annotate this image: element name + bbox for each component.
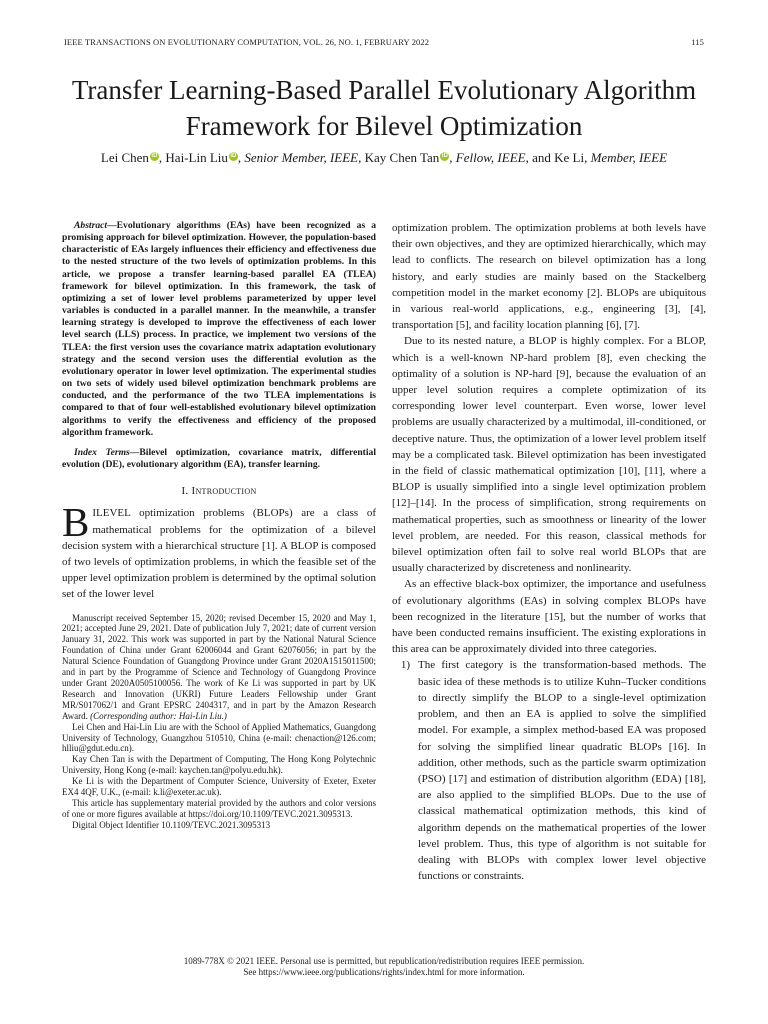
footnote-supplementary: This article has supplementary material provided by the authors and color versions of one or more figures available at https://doi.org/10.1109/TEVC.2021.3095313. [62,797,376,819]
orcid-icon[interactable]: iD [151,152,158,159]
author-list: Lei Chen iD , Hai-Lin Liu iD , Senior Member, IEEE, Kay Chen Tan iD , Fellow, IEEE, and Ke Li, Member, IEEE [100,150,668,165]
footnote-affiliation: Lei Chen and Hai-Lin Liu are with the School of Applied Mathematics, Guangdong University of Technology, Guangzhou 510510, China (e-mail: chenaction@126.com; hlliu@gdut.edu.cn). [62,721,376,754]
orcid-icon[interactable]: iD [230,152,237,159]
author-name: Lei Chen [100,150,149,165]
intro-paragraph: As an effective black-box optimizer, the importance and usefulness of evolutionary algorithms (EAs) in solving complex BLOPs have been recognized in the literature [15], but the number of works that have been conducted remains insufficient. The existing explorations in this area can be approximately divided into three categories. [392,578,706,656]
list-item [392,657,706,884]
left-column [62,220,376,831]
list-text: The first category is the transformation-based methods. The basic idea of these methods is to utilize Kuhn–Tucker conditions to directly simplify the BLOP to a single-level optimization problem, and then an EA is applied to solve the simplified model. For example, a simplex method-based EA was proposed for solving the simplified linear quadratic BLOPs [16]. In addition, other methods, such as the particle swarm optimization (PSO) [17] and estimation of distribution algorithm (EDA) [18], are also applied to the simplified BLOPs. Due to the use of classical mathematical optimization methods, this kind of algorithm depends on the mathematical properties of the lower level problem. Thus, this type of algorithm is not suitable for dealing with BLOPs with complex lower level objective functions or constraints. [418,659,706,883]
section-number: I. [181,485,189,498]
rights-link[interactable]: See https://www.ieee.org/publications/rights/index.html for more information. [243,967,525,977]
abstract [62,220,376,439]
copyright-line: 1089-778X © 2021 IEEE. Personal use is permitted, but republication/redistribution requires IEEE permission. [183,956,585,966]
author-name: Hai-Lin Liu [165,150,228,165]
index-terms-text: —Bilevel optimization, covariance matrix, differential evolution (DE), evolutionary algorithm (EA), transfer learning. [62,446,376,470]
section-title: Introduction [191,485,257,498]
intro-paragraph [62,499,376,602]
running-head [64,37,704,47]
footnotes [62,613,376,831]
author-role: Senior Member, IEEE [244,150,359,165]
footnote-doi: Digital Object Identifier 10.1109/TEVC.2021.3095313 [72,819,271,830]
journal-info: IEEE TRANSACTIONS ON EVOLUTIONARY COMPUTATION, VOL. 26, NO. 1, FEBRUARY 2022 [64,37,430,47]
index-terms [62,447,376,471]
footnote-affiliation: Ke Li is with the Department of Computer Science, University of Exeter, Exeter EX4 4QF, U.K., (e-mail: k.li@exeter.ac.uk). [62,776,376,798]
copyright-notice [0,956,768,978]
list-number: 1) [400,659,410,672]
author-name: and Ke Li [532,150,585,165]
abstract-lead: Abstract [74,220,108,231]
footnote-manuscript [62,613,376,722]
paper-title: Transfer Learning-Based Parallel Evolutionary Algorithm Framework for Bilevel Optimization [71,75,697,141]
footnote-text: Manuscript received September 15, 2020; revised December 15, 2020 and May 1, 2021; accepted June 29, 2021. Date of publication July 7, 2021; date of current version January 31, 2022. This work was supported in part by the National Natural Science Foundation of China under Grant 62006044 and Grant 62076056; in part by the Natural Science Foundation of Guangdong Province under Grant 2020A1515011500; and in part by the Programme of Science and Technology of Guangdong Province under Grant 2020A0505100056. The work of Ke Li was supported in part by UK Research and Innovation (UKRI) Future Leaders Fellowship under Grant MR/S017062/1 and Grant EPSRC 2404317, and in part by the Amazon Research Award. [62,612,376,721]
footnote-affiliation: Kay Chen Tan is with the Department of Computing, The Hong Kong Polytechnic University, Hong Kong (e-mail: kaychen.tan@polyu.edu.hk). [62,754,376,776]
section-heading [62,483,376,499]
author-role: Member, IEEE [590,150,668,165]
abstract-text: —Evolutionary algorithms (EAs) have been recognized as a promising approach for bilevel optimization. However, the population-based characteristic of EAs largely influences their efficiency and effectiveness due to the nested structure of the two levels of optimization problems. In this article, we propose a transfer learning-based parallel EA (TLEA) framework for bilevel optimization. In this framework, the task of optimizing a set of lower level problems parameterized by upper level variables is conducted in a parallel manner. In the meanwhile, a transfer learning strategy is developed to improve the effectiveness of each lower level search (LLS) process. In practice, we implement two versions of the TLEA: the first version uses the covariance matrix adaptation evolutionary strategy and the second version uses the differential evolution as the evolutionary operator in lower level optimization. The experimental studies on two sets of widely used bilevel optimization benchmark problems are conducted, and the performance of the two TLEA implementations is compared to that of four well-established evolutionary bilevel optimization algorithms to verify the effectiveness and efficiency of the proposed algorithm framework. [62,220,376,438]
author-role: Fellow, IEEE [455,150,526,165]
corresponding-author: (Corresponding author: Hai-Lin Liu.) [90,710,227,721]
intro-paragraph: Due to its nested nature, a BLOP is highly complex. For a BLOP, which is a well-known NP-hard problem [8], even checking the optimality of a solution is NP-hard [9], because the evaluation of an upper level solution requires a complete optimization of its corresponding lower level counterpart. Even worse, lower level problems are usually characterized by a multimodal, ill-conditioned, or deceptive nature. Thus, the optimization of a lower level problem itself may be a complicated task. Bilevel optimization has been investigated in the field of classic mathematical optimization [10], [11], where a BLOP is usually simplified into a single level optimization problem [12]–[14]. In the process of simplification, strong requirements on mathematical properties, such as smoothness or linearity of the lower level problem, are needed. For this reason, classical methods for bilevel optimization often fail to solve real world BLOPs that are usually characterized by discreteness and nonlinearity. [392,335,706,575]
right-column [392,220,706,884]
orcid-icon[interactable]: iD [441,152,448,159]
index-terms-lead: Index Terms [74,446,130,458]
page-number: 115 [691,37,704,47]
intro-text: ILEVEL optimization problems (BLOPs) are a class of mathematical problems for the optimization of a bilevel decision system with a hierarchical structure [1]. A BLOP is composed of two levels of optimization problems, in which the feasible set of the upper level optimization problem is determined by the optimal solution set of the lower level [62,507,376,601]
intro-paragraph: optimization problem. The optimization problems at both levels have their own objectives, and they are optimized hierarchically, which may lead to conflicts. The research on bilevel optimization has a long history, and early studies are mainly based on the Stackelberg competition model in the market economy [2]. BLOPs are ubiquitous in various real-world applications, e.g., engineering [3], [4], transportation [5], and facility location planning [6], [7]. [392,222,706,332]
author-name: Kay Chen Tan [364,150,440,165]
drop-cap: B [62,499,90,546]
